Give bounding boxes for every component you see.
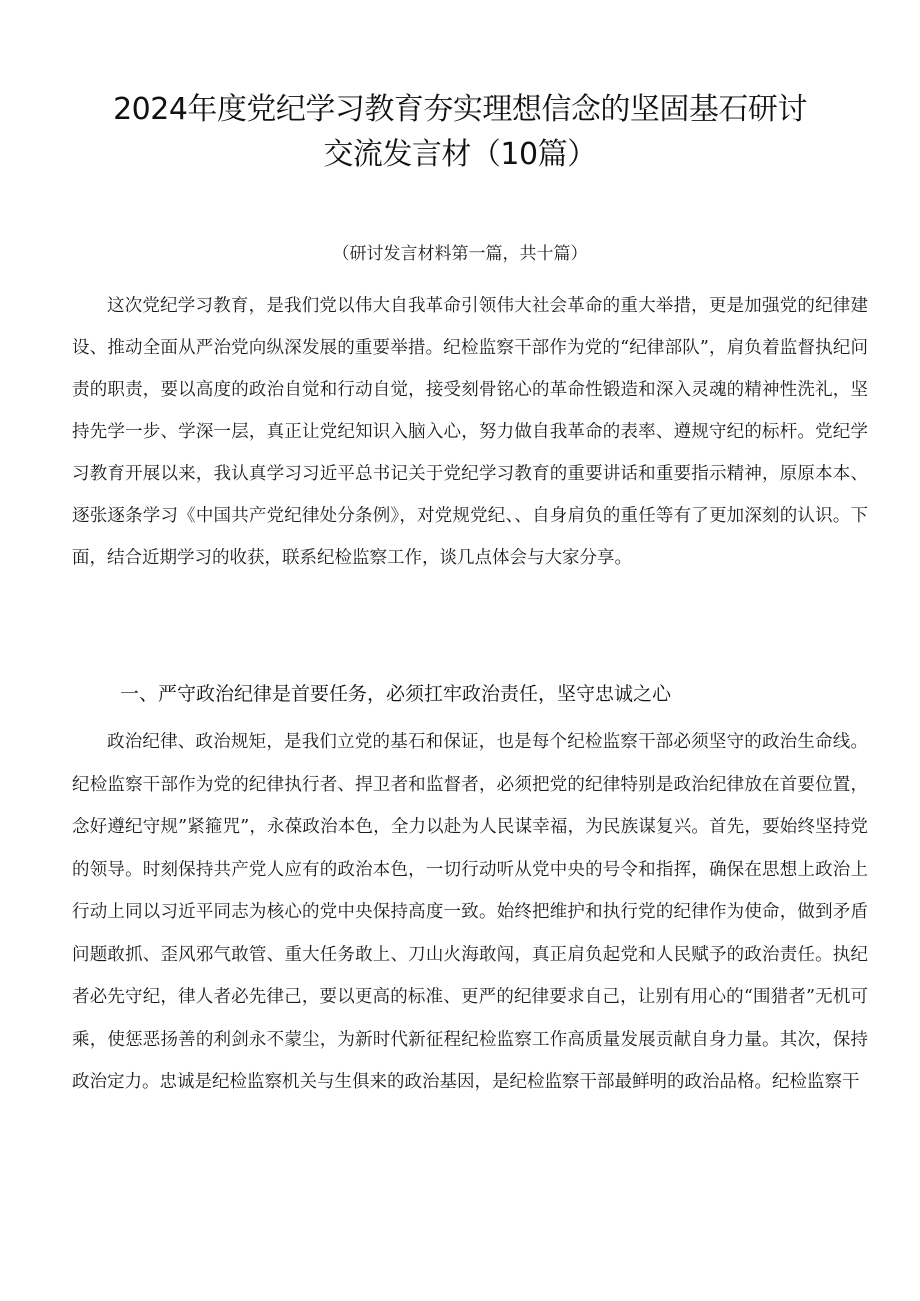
body-paragraph-1: 这次党纪学习教育，是我们党以伟大自我革命引领伟大社会革命的重大举措，更是加强党的纪律建设、推动全面从严治党向纵深发展的重要举措。纪检监察干部作为党的“纪律部队”，肩负着监督执纪问责的职责，要以高度的政治自觉和行动自觉，接受刻骨铭心的革命性锻造和深入灵魂的精神性洗礼，坚持先学一步、学深一层，真正让党纪知识入脑入心，努力做自我革命的表率、遵规守纪的标杆。党纪学习教育开展以来，我认真学习习近平总书记关于党纪学习教育的重要讲话和重要指示精神，原原本本、逐张逐条学习《中国共产党纪律处分条例》，对党规党纪、、自身肩负的重任等有了更加深刻的认识。下面，结合近期学习的收获，联系纪检监察工作，谈几点体会与大家分享。	[72, 296, 868, 568]
body-paragraph-2: 政治纪律、政治规矩，是我们立党的基石和保证，也是每个纪检监察干部必须坚守的政治生命线。纪检监察干部作为党的纪律执行者、捍卫者和监督者，必须把党的纪律特别是政治纪律放在首要位置，念好遵纪守规”紧箍咒”，永葆政治本色，全力以赴为人民谋幸福，为民族谋复兴。首先，要始终坚持党的领导。时刻保持共产党人应有的政治本色，一切行动听从党中央的号令和指挥，确保在思想上政治上行动上同以习近平同志为核心的党中央保持高度一致。始终把维护和执行党的纪律作为使命，做到矛盾问题敢抓、歪风邪气敢管、重大任务敢上、刀山火海敢闯，真正肩负起党和人民赋予的政治责任。执纪者必先守纪，律人者必先律己，要以更高的标准、更严的纪律要求自己，让别有用心的“围猎者”无机可乘，使惩恶扬善的利剑永不蒙尘，为新时代新征程纪检监察工作高质量发展贡献自身力量。其次，保持政治定力。忠诚是纪检监察机关与生俱来的政治基因，是纪检监察干部最鲜明的政治品格。纪检监察干	[72, 732, 868, 1092]
document-title-line2: 交流发言材（10篇）	[323, 137, 597, 172]
document-subtitle: （研讨发言材料第一篇，共十篇）	[332, 244, 588, 264]
section-heading-1: 一、严守政治纪律是首要任务，必须扛牢政治责任，坚守忠诚之心	[120, 683, 672, 705]
document-title-line1: 2024年度党纪学习教育夯实理想信念的坚固基石研讨	[113, 92, 807, 127]
